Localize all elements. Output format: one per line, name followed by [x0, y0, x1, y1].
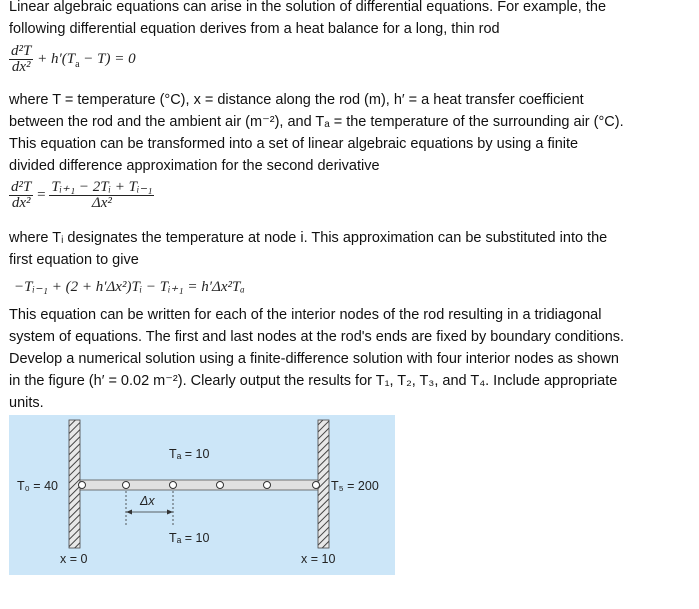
t5-label: T₅ = 200: [331, 479, 379, 493]
body-line-1: This equation can be written for each of the interior nodes of the rod resulting in a tridiagonal: [9, 307, 602, 323]
finite-difference-equation: [9, 180, 154, 211]
body-line-5: units.: [9, 395, 44, 411]
second-derivative-fraction: [9, 44, 33, 75]
x10-label: x = 10: [301, 552, 336, 566]
node-3: [217, 482, 224, 489]
node-4: [264, 482, 271, 489]
where1-line-4: divided difference approximation for the second derivative: [9, 158, 380, 174]
dx-arrowhead-right: [167, 510, 173, 515]
eq1-rest2: − T) = 0: [79, 50, 136, 67]
ta-bottom-label: Tₐ = 10: [169, 531, 210, 545]
rod-figure: [9, 415, 395, 575]
ta-top-label: Tₐ = 10: [169, 447, 210, 461]
differential-equation: [9, 44, 136, 75]
intro-line-1: Linear algebraic equations can arise in the solution of differential equations. For example, the: [9, 0, 607, 15]
where1-line-2: between the rod and the ambient air (m⁻²), and Tₐ = the temperature of the surrounding air (°C).: [9, 114, 624, 130]
where2-line-1: where Tᵢ designates the temperature at node i. This approximation can be substituted into the: [9, 230, 608, 246]
dx-label: Δx: [140, 494, 155, 508]
eq2-rhs-numerator: Tᵢ₊₁ − 2Tᵢ + Tᵢ₋₁: [51, 179, 153, 195]
node-2: [170, 482, 177, 489]
eq2-rhs-fraction: [49, 180, 154, 211]
substituted-equation: −Tᵢ₋₁ + (2 + h′Δx²)Tᵢ − Tᵢ₊₁ = h′Δx²Tₐ: [14, 279, 245, 295]
node-0: [79, 482, 86, 489]
body-line-4: in the figure (h′ = 0.02 m⁻²). Clearly output the results for T₁, T₂, T₃, and T₄. Include appropriate: [9, 373, 618, 389]
rod: [80, 480, 318, 490]
where1-line-3: This equation can be transformed into a set of linear algebraic equations by using a finite: [9, 136, 579, 152]
eq2-rhs-denominator: Δx²: [91, 195, 112, 211]
eq1-sub-a: a: [75, 58, 80, 70]
dx-arrowhead-left: [126, 510, 132, 515]
intro-line-2: following differential equation derives from a heat balance for a long, thin rod: [9, 21, 500, 37]
eq1-rest: + h′(T: [37, 50, 76, 67]
eq1-denominator: dx²: [11, 59, 31, 75]
eq2-lhs-denominator: dx²: [11, 195, 31, 211]
node-5: [313, 482, 320, 489]
where1-line-1: where T = temperature (°C), x = distance along the rod (m), h′ = a heat transfer coefficient: [9, 92, 584, 108]
t0-label: T₀ = 40: [17, 479, 58, 493]
body-line-2: system of equations. The first and last nodes at the rod's ends are fixed by boundary conditions.: [9, 329, 625, 345]
rod-diagram: [9, 415, 395, 575]
eq2-lhs-numerator: d²T: [11, 179, 32, 195]
node-1: [123, 482, 130, 489]
where2-line-2: first equation to give: [9, 252, 139, 268]
body-line-3: Develop a numerical solution using a finite-difference solution with four interior nodes as shown: [9, 351, 619, 367]
eq1-numerator: d²T: [11, 43, 32, 59]
eq2-equals: =: [37, 186, 46, 203]
x0-label: x = 0: [60, 552, 88, 566]
eq2-lhs-fraction: [9, 180, 33, 211]
